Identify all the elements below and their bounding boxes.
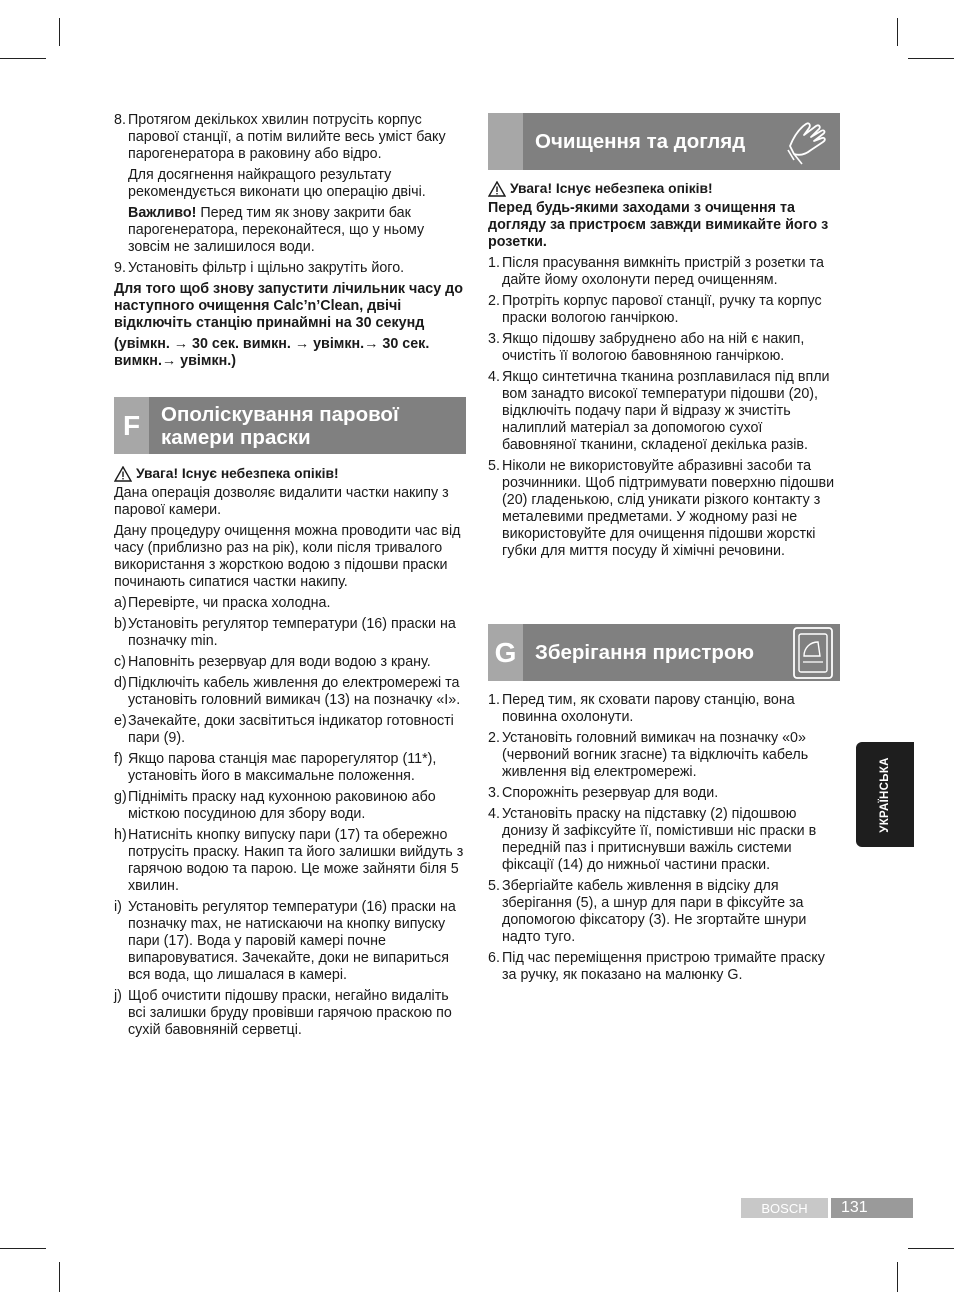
list-item-text: Натисніть кнопку випуску пари (17) та обережно потрусіть праску. Накип та його залишки вийдуть з гарячою водою та парою. Це може зайняти біля 5 хвилин.	[128, 827, 464, 894]
list-item	[488, 458, 840, 560]
list-item-number: 2.	[488, 730, 500, 746]
list-item-number: 2.	[488, 293, 500, 309]
list-item	[488, 369, 840, 454]
warning-triangle-icon	[488, 181, 506, 197]
list-item-number: i)	[114, 899, 122, 915]
footer-brand: BOSCH	[741, 1198, 828, 1218]
list-item-text: Після прасування вимкніть пристрій з розетки та дайте йому охолонути перед очищенням.	[502, 255, 824, 288]
section-f-body	[114, 465, 466, 1043]
section-f-list	[114, 595, 466, 1039]
list-item-text: Наповніть резервуар для води водою з крану.	[128, 654, 431, 670]
list-item-number: b)	[114, 616, 127, 632]
section-title: Зберігання пристрою	[535, 641, 754, 664]
list-item-text: Перевірте, чи праска холодна.	[128, 595, 331, 611]
list-item-text: Підключіть кабель живлення до електромережі та установіть головний вимикач (13) на позначку «I».	[128, 675, 461, 708]
item-note-important: Важливо! Перед тим як знову закрити бак парогенератора, переконайтеся, що у ньому зовсім не залишилося води.	[128, 205, 425, 255]
list-item	[114, 713, 466, 747]
list-item-text: Ніколи не використовуйте абразивні засоби та розчинники. Щоб підтримувати поверхню підошви (20) гладенькою, слід уникати різкого контакту з металевими предметами. У жодному разі не використовуйте для очищення підошви жорсткі губки для миття посуду й хімічні речовини.	[502, 458, 835, 559]
list-item-text: Установіть регулятор температури (16) праски на позначку min.	[128, 616, 456, 649]
care-body	[488, 180, 840, 564]
list-item-number: 3.	[488, 331, 500, 347]
paragraph: Дана операція дозволяє видалити частки накипу з парової камери.	[114, 485, 449, 518]
section-title: Ополіскування парової камери праски	[161, 403, 399, 449]
list-item-number: 1.	[488, 255, 500, 271]
list-item-number: 4.	[488, 806, 500, 822]
crop-mark	[0, 1248, 46, 1249]
bold-note: Для того щоб знову запустити лічильник часу до наступного очищення Calc’n’Clean, двічі відключіть станцію принаймні на 30 секунд	[114, 281, 463, 331]
list-item-number: g)	[114, 789, 127, 805]
crop-mark	[0, 58, 46, 59]
list-item	[114, 988, 466, 1039]
section-g-body	[488, 692, 840, 988]
list-item-text: Збергіайте кабель живлення в відсіку для зберігання (5), а шнур для пари в фіксуйте за допомогою фіксатору (3). Не згортайте шнури надто туго.	[502, 878, 807, 945]
list-item-text: Установіть головний вимикач на позначку «0» (червоний вогник згасне) та відключіть кабель живлення від електромережі.	[502, 730, 809, 780]
list-item-text: Установіть праску на підставку (2) підошвою донизу й зафіксуйте її, помістивши ніс праски в передній паз і притиснувши важіль системи фіксації (14) до нижньої частини праски.	[502, 806, 817, 873]
list-item-number: a)	[114, 595, 127, 611]
list-item	[488, 806, 840, 874]
list-item-number: d)	[114, 675, 127, 691]
crop-mark	[897, 1262, 898, 1292]
paragraph: Дану процедуру очищення можна проводити час від часу (приблизно раз на рік), коли після тривалого використання з жорсткою водою з підошви праски починають сипатися частки накипу.	[114, 523, 461, 590]
list-item-number: 4.	[488, 369, 500, 385]
left-column	[114, 112, 466, 374]
language-tab: УКРАЇНСЬКА	[856, 742, 914, 847]
list-item-number: 5.	[488, 458, 500, 474]
section-letter: F	[114, 397, 149, 454]
section-header-f	[114, 397, 466, 454]
list-item	[488, 785, 840, 802]
warning-line: Увага! Існує небезпека опіків!	[114, 465, 466, 482]
list-item-text: Протріть корпус парової станції, ручку та корпус праски вологою ганчіркою.	[502, 293, 822, 326]
list-item	[114, 654, 466, 671]
list-item-number: c)	[114, 654, 126, 670]
crop-mark	[908, 1248, 954, 1249]
list-item-number: j)	[114, 988, 122, 1004]
cleaning-hand-icon	[780, 116, 832, 168]
list-item: 8. Протягом декількох хвилин потрусіть корпус парової станції, а потім вилийте весь уміст баку парогенератора в раковину або відро.	[114, 112, 446, 162]
list-item	[488, 293, 840, 327]
section-header-care	[488, 113, 840, 170]
item-note: Для досягнення найкращого результату рекомендується виконати цю операцію двічі.	[128, 167, 426, 200]
crop-mark	[59, 1262, 60, 1292]
list-item	[488, 730, 840, 781]
care-list	[488, 255, 840, 560]
section-header-g	[488, 624, 840, 681]
list-item-text: Спорожніть резервуар для води.	[502, 785, 719, 801]
list-item-text: Установіть регулятор температури (16) праски на позначку max, не натискаючи на кнопку випуску пари (17). Вода у паровій камері почне випаровуватися. Зачекайте, доки не випариться вся вода, що лишалася в камері.	[128, 899, 456, 983]
list-item	[114, 899, 466, 984]
list-item-text: Під час переміщення пристрою тримайте праску за ручку, як показано на малюнку G.	[502, 950, 825, 983]
list-item	[488, 878, 840, 946]
list-item-number: e)	[114, 713, 127, 729]
list-item-number: h)	[114, 827, 127, 843]
list-item-number: 6.	[488, 950, 500, 966]
list-item-text: Якщо підошву забруднено або на ній є накип, очистіть її вологою бавовняною ганчіркою.	[502, 331, 805, 364]
crop-mark	[897, 18, 898, 46]
list-item	[114, 595, 466, 612]
list-item	[114, 789, 466, 823]
list-item-number: 3.	[488, 785, 500, 801]
list-item	[488, 255, 840, 289]
bold-note-sequence: (увімкн. → 30 сек. вимкн. → увімкн.→ 30 сек. вимкн.→ увімкн.)	[114, 336, 430, 369]
list-item-text: Перед тим, як сховати парову станцію, вона повинна охолонути.	[502, 692, 795, 725]
list-item-text: Щоб очистити підошву праски, негайно видаліть всі залишки бруду провівши гарячою праскою по сухій бавовняній серветці.	[128, 988, 452, 1038]
storage-station-icon	[790, 626, 836, 680]
section-title: Очищення та догляд	[535, 130, 746, 153]
list-item-text: Якщо парова станція має парорегулятор (11*), установіть його в максимальне положення.	[128, 751, 437, 784]
crop-mark	[59, 18, 60, 46]
section-letter: G	[488, 624, 523, 681]
list-item	[488, 950, 840, 984]
bold-warning-text: Перед будь-якими заходами з очищення та догляду за пристроєм завжди вимикайте його з розетки.	[488, 200, 829, 250]
list-item-number: f)	[114, 751, 123, 767]
page-number: 131	[831, 1198, 913, 1218]
section-letter-blank	[488, 113, 523, 170]
list-item-number: 5.	[488, 878, 500, 894]
list-item	[488, 692, 840, 726]
list-item	[114, 675, 466, 709]
list-item: 9. Установіть фільтр і щільно закрутіть його.	[114, 260, 405, 276]
warning-triangle-icon	[114, 466, 132, 482]
list-item-text: Якщо синтетична тканина розплавилася під впли вом занадто високої температури підошви (20), відключіть подачу пари й відразу ж зчистіть налиплий матеріал за допомогою сухої бавовняної тканини, складеної декілька разів.	[502, 369, 830, 453]
list-item-number: 1.	[488, 692, 500, 708]
list-item	[114, 827, 466, 895]
list-item	[488, 331, 840, 365]
list-item-text: Зачекайте, доки засвітиться індикатор готовності пари (9).	[128, 713, 454, 746]
list-item-text: Підніміть праску над кухонною раковиною або місткою посудиною для збору води.	[128, 789, 436, 822]
crop-mark	[908, 58, 954, 59]
list-item	[114, 751, 466, 785]
list-item	[114, 616, 466, 650]
section-g-list	[488, 692, 840, 984]
warning-line: Увага! Існує небезпека опіків!	[488, 180, 840, 197]
